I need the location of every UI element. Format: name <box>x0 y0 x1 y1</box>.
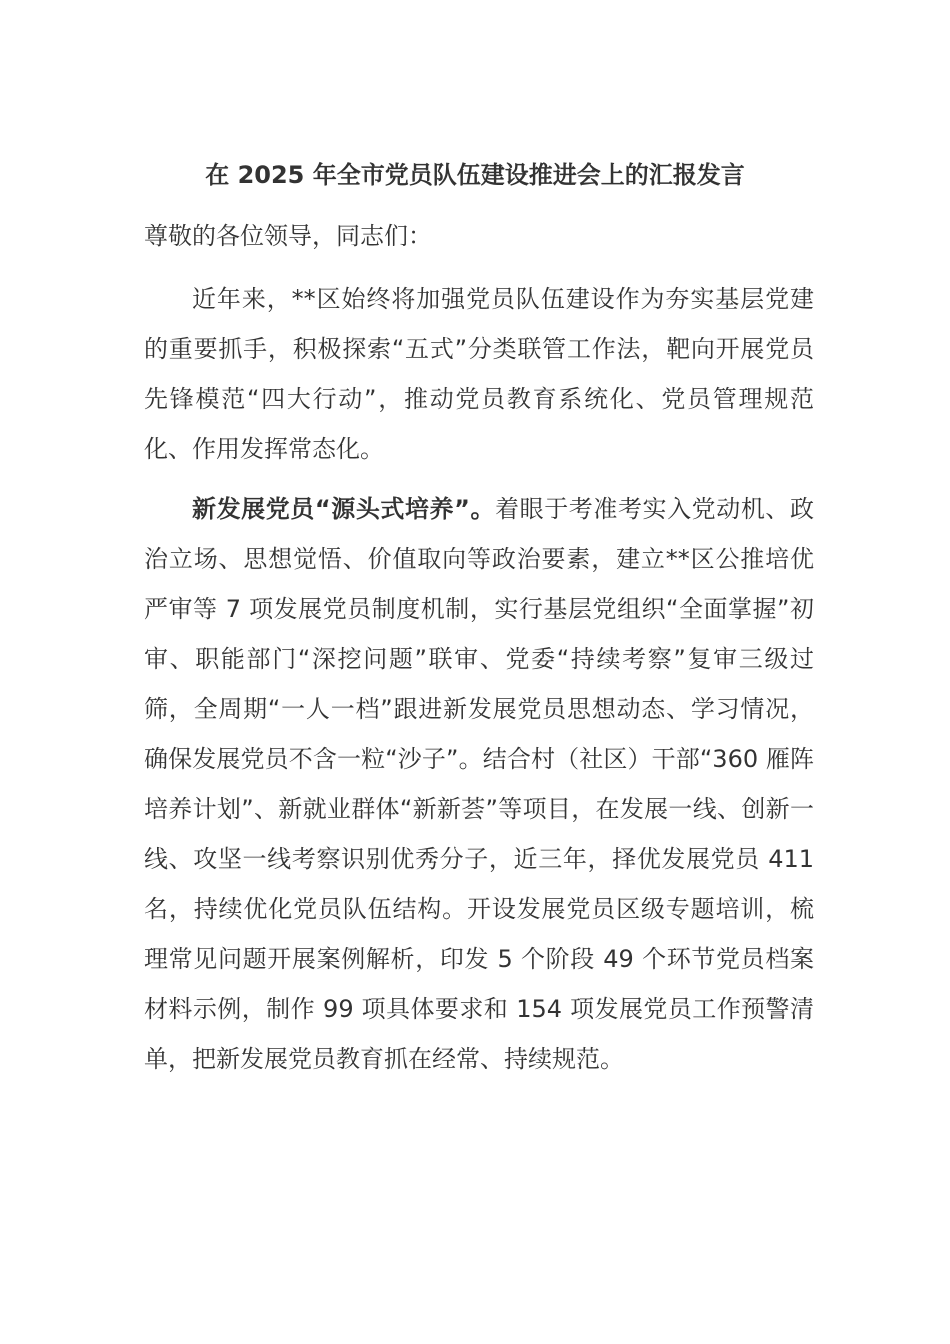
salutation: 尊敬的各位领导，同志们： <box>144 222 432 250</box>
paragraph-text: 近年来，**区始终将加强党员队伍建设作为夯实基层党建的重要抓手，积极探索“五式”分类联管工作法，靶向开展党员先锋模范“四大行动”，推动党员教育系统化、党员管理规范化、作用发挥常态化。 <box>144 285 814 463</box>
document-title: 在 2025 年全市党员队伍建设推进会上的汇报发言 <box>205 161 745 189</box>
paragraph-text: 着眼于考准考实入党动机、政治立场、思想觉悟、价值取向等政治要素，建立**区公推培优严审等 7 项发展党员制度机制，实行基层党组织“全面掌握”初审、职能部门“深挖问题”联审、党委“持续考察”复审三级过筛，全周期“一人一档”跟进新发展党员思想动态、学习情况，确保发展党员不含一粒“沙子”。结合村（社区）干部“360 雁阵培养计划”、新就业群体“新新荟”等项目，在发展一线、创新一线、攻坚一线考察识别优秀分子，近三年，择优发展党员 411 名，持续优化党员队伍结构。开设发展党员区级专题培训，梳理常见问题开展案例解析，印发 5 个阶段 49 个环节党员档案材料示例，制作 99 项具体要求和 154 项发展党员工作预警清单，把新发展党员教育抓在经常、持续规范。 <box>144 495 814 1073</box>
paragraph-lead: 新发展党员“源头式培养”。 <box>192 495 496 523</box>
paragraph-intro <box>144 274 814 474</box>
paragraph-new-members <box>144 484 814 1084</box>
